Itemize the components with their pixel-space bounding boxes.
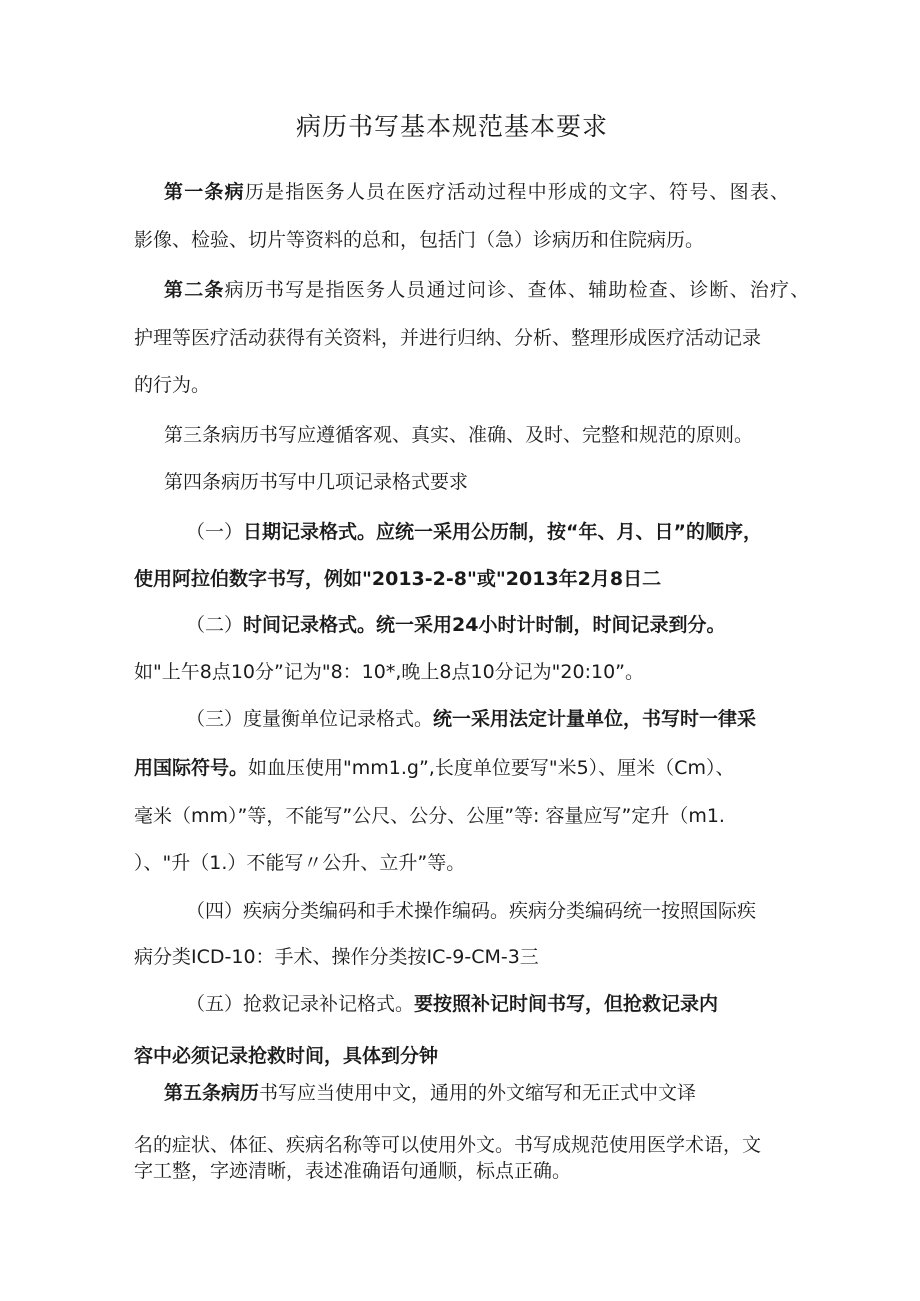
item-3-line-4: ）、"升（1.）不能写〃公升、立升”等。: [134, 852, 466, 874]
item-5-bold-1: 要按照补记时间书写，但抢救记录内: [414, 993, 719, 1015]
article-5-line-3: 字工整，字迹清晰，表述准确语句通顺，标点正确。: [134, 1160, 572, 1182]
item-4-line-1: （四）疾病分类编码和手术操作编码。疾病分类编码统一按照国际疾: [186, 900, 757, 922]
article-5-line-2: 名的症状、体征、疾病名称等可以使用外文。书写成规范使用医学术语，文: [134, 1134, 762, 1156]
article-1-text-1: 历是指医务人员在医疗活动过程中形成的文字、符号、图表、: [244, 181, 791, 203]
item-1-prefix: （一）: [186, 521, 244, 543]
item-3-line-1: [186, 708, 756, 731]
article-2-heading: 第二条: [164, 279, 225, 301]
item-2-text-1: 时间记录格式。统一采用24小时计时制，时间记录到分。: [243, 614, 726, 636]
item-3-prefix: （三）度量衡单位记录格式。: [186, 708, 434, 730]
item-3-line-3: 毫米（mm）”等，不能写”公尺、公分、公厘”等: 容量应写”定升（m1.: [134, 805, 725, 827]
article-1-line-1: [164, 181, 790, 204]
item-1-text-1: 日期记录格式。应统一采用公历制，按“年、月、日”的顺序，: [243, 521, 762, 543]
item-3-text-2: 如血压使用"mm1.g”,长度单位要写"米5）、厘米（Cm）、: [248, 757, 735, 779]
article-5-line-1: [164, 1082, 696, 1105]
item-4-line-2: 病分类ICD-10：手术、操作分类按IC-9-CM-3三: [134, 946, 539, 968]
item-1-line-1: [186, 521, 762, 544]
item-2-line-1: [186, 614, 725, 637]
article-1-line-2: 影像、检验、切片等资料的总和，包括门（急）诊病历和住院病历。: [134, 229, 705, 251]
article-5-text-1: 书写应当使用中文，通用的外文缩写和无正式中文译: [259, 1082, 697, 1104]
item-5-line-1: [186, 993, 718, 1016]
item-5-line-2: 容中必须记录抢救时间，具体到分钟: [134, 1045, 439, 1067]
article-2-line-2: 护理等医疗活动获得有关资料，并进行归纳、分析、整理形成医疗活动记录: [134, 327, 762, 349]
article-1-heading: 第一条病: [164, 181, 245, 203]
page-title: 病历书写基本规范基本要求: [296, 112, 609, 141]
item-5-prefix: （五）抢救记录补记格式。: [186, 993, 415, 1015]
item-2-prefix: （二）: [186, 614, 244, 636]
article-2-text-1: 病历书写是指医务人员通过问诊、查体、辅助检查、诊断、治疗、: [224, 279, 811, 301]
article-4: 第四条病历书写中几项记录格式要求: [164, 471, 469, 493]
item-3-line-2: [134, 757, 734, 780]
article-2-line-1: [164, 279, 810, 302]
article-5-heading: 第五条病历: [164, 1082, 260, 1104]
article-3: 第三条病历书写应遵循客观、真实、准确、及时、完整和规范的原则。: [164, 424, 754, 446]
item-2-line-2: 如"上午8点10分”记为"8：10*,晚上8点10分记为"20:10”。: [134, 661, 644, 683]
item-3-bold-1: 统一采用法定计量单位，书写时一律采: [433, 708, 757, 730]
item-3-bold-2: 用国际符号。: [134, 757, 249, 779]
item-1-line-2: 使用阿拉伯数字书写，例如"2013-2-8"或"2013年2月8日二: [134, 568, 662, 590]
article-2-line-3: 的行为。: [134, 374, 211, 396]
